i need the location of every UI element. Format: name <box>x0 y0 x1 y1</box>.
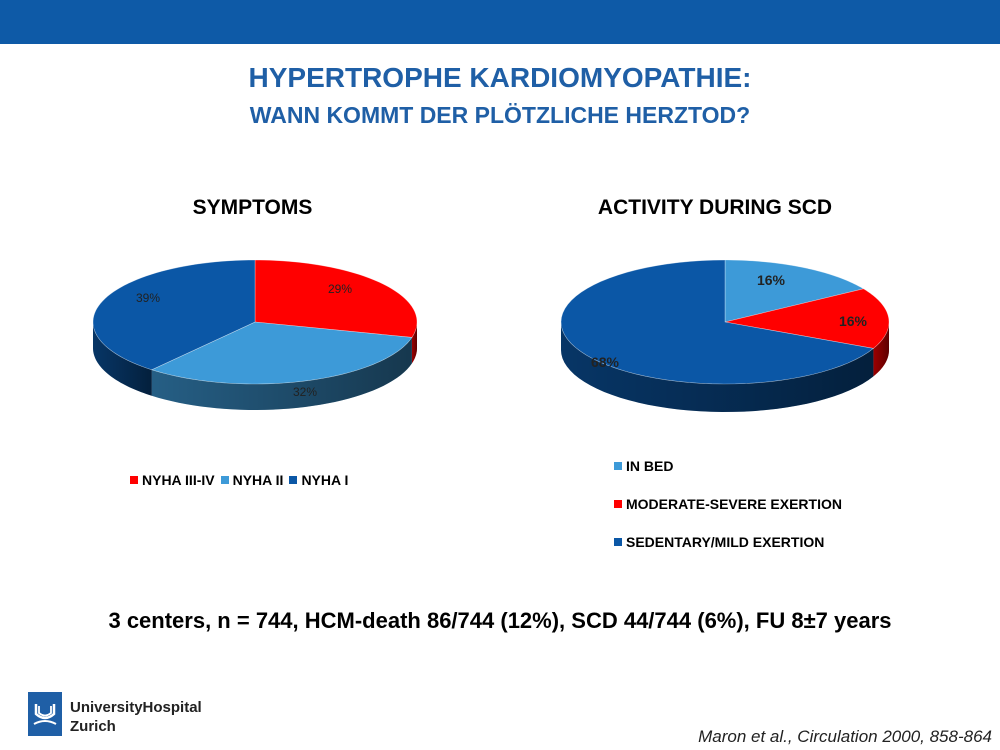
study-summary: 3 centers, n = 744, HCM-death 86/744 (12%), SCD 44/744 (6%), FU 8±7 years <box>108 608 892 633</box>
legend-label-nyha-ii: NYHA II <box>232 472 284 488</box>
logo-line1: UniversityHospital <box>70 699 202 716</box>
legend-symptoms <box>130 472 348 488</box>
legend-item-in-bed <box>614 458 673 474</box>
pie-label-1-2: 68% <box>590 354 620 370</box>
legend-label-nyha-iii-iv: NYHA III-IV <box>142 472 215 488</box>
legend-swatch-nyha-iii-iv <box>130 476 138 484</box>
slide-subtitle: WANN KOMMT DER PLÖTZLICHE HERZTOD? <box>249 102 751 128</box>
legend-swatch-sedentary <box>614 538 622 546</box>
logo-text <box>70 698 202 736</box>
legend-swatch-in-bed <box>614 462 622 470</box>
pie-label-1-0: 16% <box>756 272 786 288</box>
logo-line2: Zurich <box>70 718 116 735</box>
pie-label-0-0: 29% <box>327 282 353 296</box>
pie-label-1-1: 16% <box>838 313 868 329</box>
legend-item-moderate-severe <box>614 496 842 512</box>
legend-label-moderate-severe: MODERATE-SEVERE EXERTION <box>626 496 842 512</box>
pie-label-0-2: 39% <box>135 291 161 305</box>
pie-label-0-1: 32% <box>292 385 318 399</box>
slide-title: HYPERTROPHE KARDIOMYOPATHIE: <box>248 62 752 93</box>
legend-swatch-moderate-severe <box>614 500 622 508</box>
reference-citation: Maron et al., Circulation 2000, 858-864 <box>698 727 992 746</box>
chart-title-activity: ACTIVITY DURING SCD <box>597 196 833 219</box>
legend-swatch-nyha-i <box>289 476 297 484</box>
university-hospital-logo-icon <box>26 690 66 738</box>
legend-swatch-nyha-ii <box>221 476 229 484</box>
legend-label-sedentary: SEDENTARY/MILD EXERTION <box>626 534 825 550</box>
legend-label-nyha-i: NYHA I <box>301 472 349 488</box>
legend-label-in-bed: IN BED <box>626 458 674 474</box>
legend-item-sedentary <box>614 534 824 550</box>
chart-title-symptoms: SYMPTOMS <box>192 196 313 219</box>
